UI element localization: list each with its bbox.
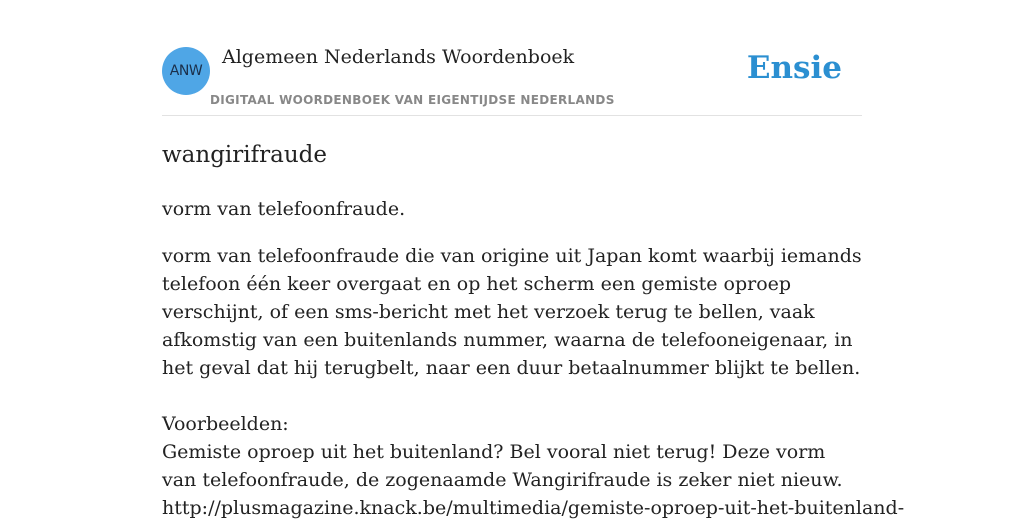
entry-content xyxy=(162,139,905,522)
long-definition: vorm van telefoonfraude die van origine uit Japan komt waarbij iemands telefoon één keer overgaat en op het scherm een gemiste oproep verschijnt, of een sms-bericht met het verzoek terug te bellen, vaak afkomstig van een buitenlands nummer, waarna de telefooneigenaar, in het geval dat hij terugbelt, naar een duur betaalnummer blijkt te bellen. xyxy=(162,245,862,379)
example-text: Gemiste oproep uit het buitenland? Bel vooral niet terug! Deze vorm van telefoonfraude, de zogenaamde Wangirifraude is zeker niet nieuw. xyxy=(162,441,843,491)
logo-text: ANW xyxy=(169,63,203,79)
example-source-link[interactable]: http://plusmagazine.knack.be/multimedia/gemiste-oproep-uit-het-buitenland- xyxy=(162,497,905,519)
short-definition: vorm van telefoonfraude. xyxy=(162,198,406,220)
ensie-brand-link[interactable]: Ensie xyxy=(746,50,842,86)
site-header xyxy=(162,0,862,116)
examples-label: Voorbeelden: xyxy=(162,413,289,435)
site-subtitle: DIGITAAL WOORDENBOEK VAN EIGENTIJDSE NEDERLANDS xyxy=(210,93,615,107)
anw-logo[interactable] xyxy=(162,47,210,95)
page-title: wangirifraude xyxy=(162,142,328,168)
site-title[interactable]: Algemeen Nederlands Woordenboek xyxy=(222,46,575,68)
page xyxy=(162,0,905,522)
